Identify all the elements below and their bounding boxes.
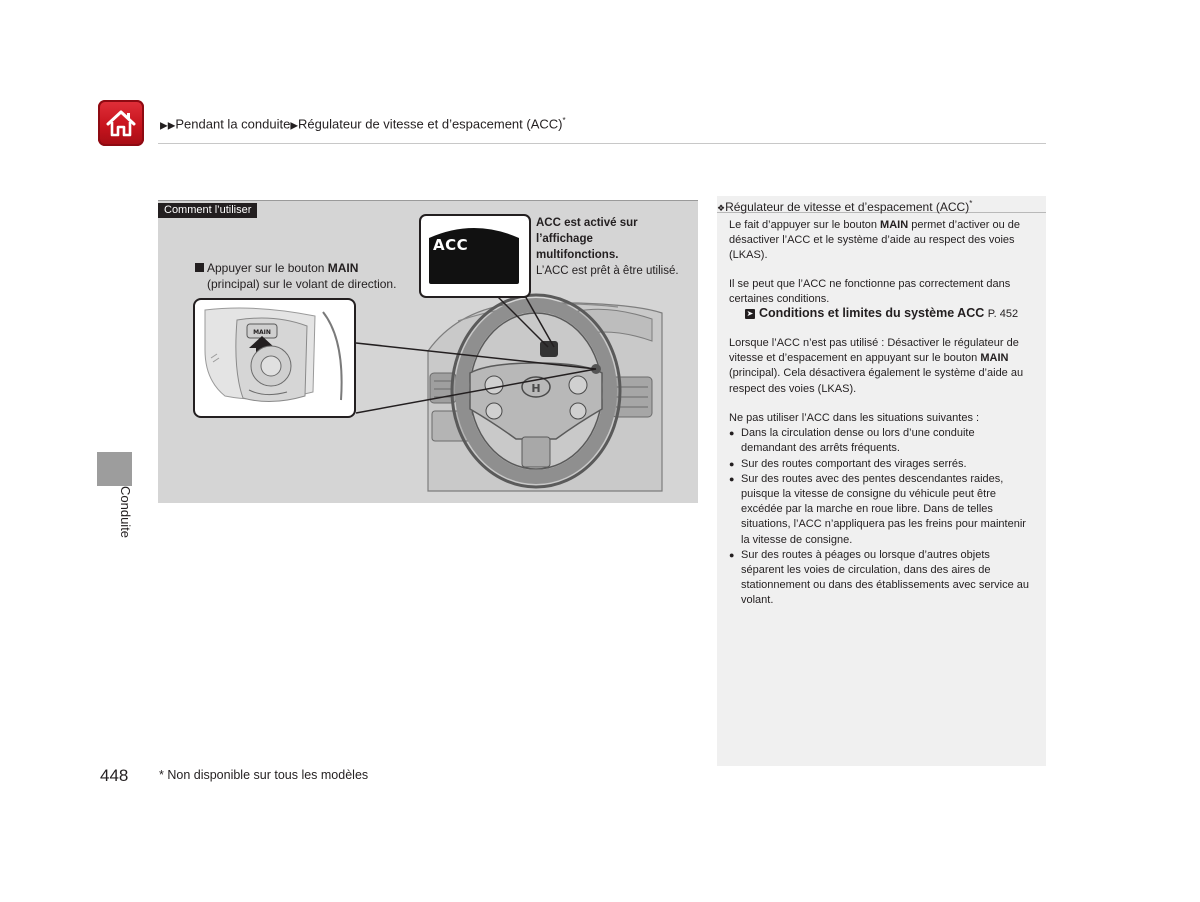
steering-switch-callout bbox=[193, 298, 356, 418]
reference-title: Conditions et limites du système ACC bbox=[759, 306, 985, 320]
warning-list-line: la vitesse de consigne. bbox=[741, 533, 853, 546]
p3-main: MAIN bbox=[980, 352, 1009, 365]
acc-active-line1: ACC est activé sur l’affichage bbox=[536, 217, 638, 245]
p1-text-a: Le fait d’appuyer sur le bouton bbox=[729, 219, 881, 231]
sidebar-marker-icon: ❖ bbox=[717, 203, 726, 213]
chapter-label: Conduite bbox=[118, 486, 133, 539]
footnote: * Non disponible sur tous les modèles bbox=[159, 768, 369, 782]
warning-list-line: volant. bbox=[741, 594, 774, 607]
acc-indicator: ACC bbox=[433, 236, 469, 254]
acc-activated-note bbox=[536, 215, 696, 279]
sidebar-title-asterisk: * bbox=[969, 199, 973, 208]
multi-info-display bbox=[429, 224, 519, 284]
press-main-instruction bbox=[195, 260, 396, 292]
cross-reference-link[interactable] bbox=[745, 306, 1018, 320]
breadcrumb-arrow-icon: ▶ bbox=[290, 120, 299, 132]
breadcrumb bbox=[160, 116, 566, 131]
warning-list-line: puisque la vitesse de consigne du véhicule peut être bbox=[741, 488, 997, 501]
p1-line2: désactiver l’ACC et le système d’aide au respect des voies bbox=[729, 234, 1015, 247]
reference-page: P. 452 bbox=[987, 308, 1019, 320]
p1-line3: (LKAS). bbox=[729, 249, 768, 262]
main-button-name: MAIN bbox=[327, 261, 359, 275]
breadcrumb-asterisk: * bbox=[562, 116, 566, 125]
acc-ready-line: L’ACC est prêt à être utilisé. bbox=[536, 265, 679, 277]
page-number: 448 bbox=[100, 766, 129, 785]
p2-line1: Il se peut que l’ACC ne fonctionne pas correctement dans bbox=[729, 278, 1011, 290]
warning-list-line: situations, l’ACC n’appliquera pas les freins pour maintenir bbox=[741, 518, 1026, 531]
warning-list-line: excédée par la marche en roue libre. Dans de telles bbox=[741, 503, 993, 516]
breadcrumb-link-driving[interactable]: Pendant la conduite bbox=[175, 116, 291, 132]
p2-line2: certaines conditions. bbox=[729, 293, 830, 306]
p3-line4: respect des voies (LKAS). bbox=[729, 382, 857, 395]
press-line2: (principal) sur le volant de direction. bbox=[207, 277, 397, 291]
warning-list-line: demandant des arrêts fréquents. bbox=[741, 442, 900, 455]
step-marker-icon bbox=[195, 263, 204, 272]
home-icon bbox=[104, 106, 138, 140]
press-prefix: Appuyer sur le bouton bbox=[207, 261, 328, 275]
warning-list-item bbox=[729, 457, 1037, 472]
warning-list-item bbox=[729, 426, 1037, 456]
breadcrumb-arrow-icon: ▶▶ bbox=[160, 120, 176, 132]
warning-list-line: séparent les voies de circulation, dans des aires de bbox=[741, 564, 991, 577]
p1-main: MAIN bbox=[880, 219, 909, 231]
reference-arrow-icon: ➤ bbox=[746, 309, 754, 318]
warning-list bbox=[729, 426, 1037, 608]
warning-list-line: ● Sur des routes avec des pentes descendantes raides, bbox=[741, 472, 1004, 485]
sidebar-paragraph-deactivate bbox=[729, 336, 1037, 397]
p3-line1: Lorsque l’ACC n’est pas utilisé : Désactiver le régulateur de bbox=[729, 337, 1019, 349]
warning-list-line: stationnement ou dans des établissements avec service au bbox=[741, 579, 1029, 592]
section-tag: Comment l’utiliser bbox=[158, 203, 257, 218]
sidebar-paragraph-conditions bbox=[729, 277, 1037, 307]
sidebar-title bbox=[717, 196, 1046, 213]
sidebar-paragraph-main-button bbox=[729, 218, 1037, 264]
home-button[interactable] bbox=[98, 100, 144, 146]
sidebar-paragraph-warnings bbox=[729, 411, 1037, 609]
steering-switch-illustration bbox=[195, 300, 354, 416]
breadcrumb-current[interactable]: Régulateur de vitesse et d’espacement (ACC) bbox=[298, 116, 563, 132]
warning-list-line: ● Sur des routes à péages ou lorsque d’autres objets bbox=[741, 548, 990, 561]
warning-list-item bbox=[729, 472, 1037, 548]
p4-intro: Ne pas utiliser l’ACC dans les situations suivantes : bbox=[729, 412, 980, 424]
warning-list-item bbox=[729, 548, 1037, 609]
acc-active-line2: multifonctions. bbox=[536, 249, 619, 261]
header-divider bbox=[158, 143, 1046, 144]
chapter-tab[interactable] bbox=[97, 452, 132, 486]
warning-list-line: ● Dans la circulation dense ou lors d’une conduite bbox=[741, 427, 975, 440]
p3-line2: vitesse et d’espacement en appuyant sur le bouton bbox=[729, 352, 981, 365]
svg-text:H: H bbox=[531, 382, 541, 395]
main-button-label: MAIN bbox=[253, 329, 271, 336]
sidebar-title-text: Régulateur de vitesse et d’espacement (ACC) bbox=[725, 200, 970, 214]
p3-line3: (principal). Cela désactivera également le système d’aide au bbox=[729, 367, 1024, 380]
p1-text-b: permet d’activer ou de bbox=[908, 219, 1021, 231]
warning-list-line: ● Sur des routes comportant des virages serrés. bbox=[741, 457, 967, 470]
